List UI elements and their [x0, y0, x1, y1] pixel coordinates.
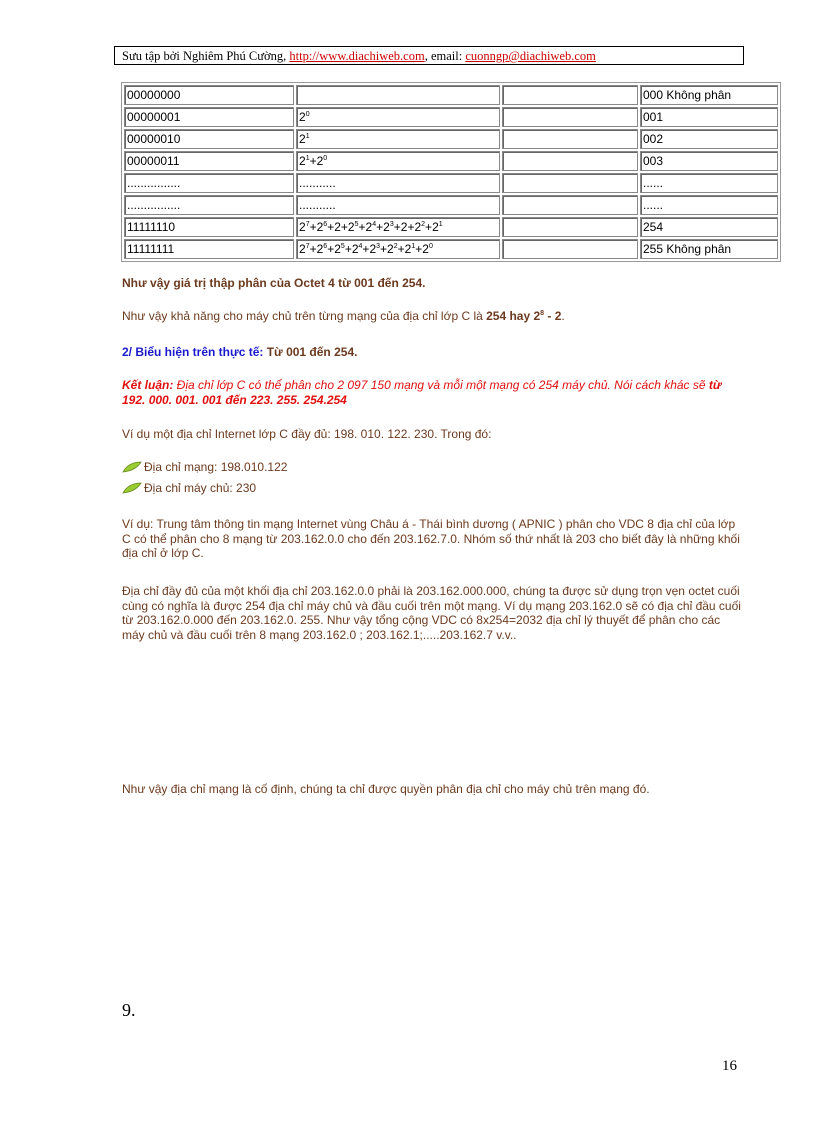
- binary-cell: 11111111: [124, 239, 294, 259]
- decimal-cell: ......: [640, 173, 778, 193]
- paragraph-apnic-example: Ví dụ: Trung tâm thông tin mạng Internet vùng Châu á - Thái bình dương ( APNIC ) phân cho VDC 8 địa chỉ của lớp C có thể phân cho 8 mạng từ 203.162.0.0 cho đến 203.162.7.0. Nhóm số thứ nhất là 203 cho biết đây là những khối địa chỉ ở lớp C.: [122, 517, 740, 560]
- table-row: [124, 217, 778, 237]
- binary-cell: ................: [124, 173, 294, 193]
- binary-cell: 00000010: [124, 129, 294, 149]
- paragraph-octet-range: Như vậy giá trị thập phân của Octet 4 từ 001 đến 254.: [122, 276, 426, 290]
- p4-text: Địa chỉ lớp C có thể phân cho 2 097 150 mạng và mỗi một mạng có 254 máy chủ. Nói cách khác sẽ: [173, 378, 709, 392]
- decimal-cell: 000 Không phân: [640, 85, 778, 105]
- p4-bold: từ 192. 000. 001. 001 đến 223. 255. 254.254: [122, 378, 722, 407]
- formula-cell: [296, 85, 500, 105]
- binary-cell: 00000000: [124, 85, 294, 105]
- page-number: 16: [722, 1058, 737, 1074]
- header-email-label: , email:: [424, 49, 466, 63]
- empty-cell: [502, 173, 638, 193]
- website-link[interactable]: http://www.diachiweb.com: [289, 49, 425, 63]
- formula-cell: ...........: [296, 173, 500, 193]
- p4-label: Kết luận:: [122, 378, 174, 392]
- bullet-host-address: [122, 481, 256, 495]
- decimal-cell: 003: [640, 151, 778, 171]
- formula-cell: ...........: [296, 195, 500, 215]
- empty-cell: [502, 85, 638, 105]
- p3-bold: Từ 001 đến 254.: [266, 345, 358, 359]
- empty-cell: [502, 239, 638, 259]
- p2-bold-end: - 2: [544, 309, 562, 323]
- header-prefix: Sưu tập bởi Nghiêm Phú Cường,: [122, 49, 290, 63]
- email-link[interactable]: cuonngp@diachiweb.com: [465, 49, 596, 63]
- decimal-cell: ......: [640, 195, 778, 215]
- page-header: [114, 46, 744, 65]
- binary-cell: 00000011: [124, 151, 294, 171]
- table-row: [124, 195, 778, 215]
- section-number: 9.: [122, 1000, 136, 1020]
- p2-end: .: [561, 309, 565, 323]
- paragraph-example-address: Ví dụ một địa chỉ Internet lớp C đầy đủ: 198. 010. 122. 230. Trong đó:: [122, 427, 492, 441]
- paragraph-full-address: Địa chỉ đầy đủ của một khối địa chỉ 203.162.0.0 phải là 203.162.000.000, chúng ta được sử dụng trọn vẹn octet cuối cùng có nghĩa là được 254 địa chỉ máy chủ và đầu cuối trên một mạng. Ví dụ mạng 203.162.0 sẽ có địa chỉ đầu cuối từ 203.162.0.000 đến 203.162.0. 255. Như vậy tổng cộng VDC có 8x254=2032 địa chỉ lý thuyết để phân cho các máy chủ và đầu cuối trên 8 mạng 203.162.0 ; 203.162.1;.....203.162.7 v.v..: [122, 584, 741, 642]
- binary-table: [121, 82, 781, 262]
- bullet-network-address: [122, 460, 287, 474]
- decimal-cell: 254: [640, 217, 778, 237]
- table-row: [124, 129, 778, 149]
- bullet-text: Địa chỉ máy chủ: 230: [144, 481, 257, 495]
- leaf-bullet-icon: [122, 461, 142, 473]
- leaf-bullet-icon: [122, 482, 142, 494]
- empty-cell: [502, 195, 638, 215]
- table-row: [124, 173, 778, 193]
- empty-cell: [502, 151, 638, 171]
- binary-cell: ................: [124, 195, 294, 215]
- table-row: [124, 107, 778, 127]
- p2-bold: 254 hay 2: [486, 309, 541, 323]
- formula-cell: $2^1$: [296, 129, 500, 149]
- empty-cell: [502, 217, 638, 237]
- paragraph-fixed-network: Như vậy địa chỉ mạng là cố định, chúng ta chỉ được quyền phân địa chỉ cho máy chủ trên mạng đó.: [122, 782, 650, 796]
- table-row: [124, 85, 778, 105]
- binary-cell: 11111110: [124, 217, 294, 237]
- paragraph-host-capacity: [122, 309, 742, 324]
- paragraph-conclusion: [122, 378, 742, 407]
- empty-cell: [502, 129, 638, 149]
- formula-cell: $2^7+2^6+2+2^5+2^4+2^3+2+2^2+2^1$: [296, 217, 500, 237]
- bullet-text: Địa chỉ mạng: 198.010.122: [144, 460, 288, 474]
- paragraph-real-representation: [122, 345, 742, 360]
- formula-cell: $2^7+2^6+2^5+2^4+2^3+2^2+2^1+2^0$: [296, 239, 500, 259]
- binary-cell: 00000001: [124, 107, 294, 127]
- p2-sup: 8: [540, 310, 545, 317]
- table-row: [124, 239, 778, 259]
- empty-cell: [502, 107, 638, 127]
- decimal-cell: 002: [640, 129, 778, 149]
- p3-blue: 2/ Biểu hiện trên thực tế:: [122, 345, 267, 359]
- decimal-cell: 001: [640, 107, 778, 127]
- table-row: [124, 151, 778, 171]
- p2-text: Như vậy khả năng cho máy chủ trên từng mạng của địa chỉ lớp C là: [122, 309, 487, 323]
- formula-cell: $2^0$: [296, 107, 500, 127]
- decimal-cell: 255 Không phân: [640, 239, 778, 259]
- formula-cell: $2^1+2^0$: [296, 151, 500, 171]
